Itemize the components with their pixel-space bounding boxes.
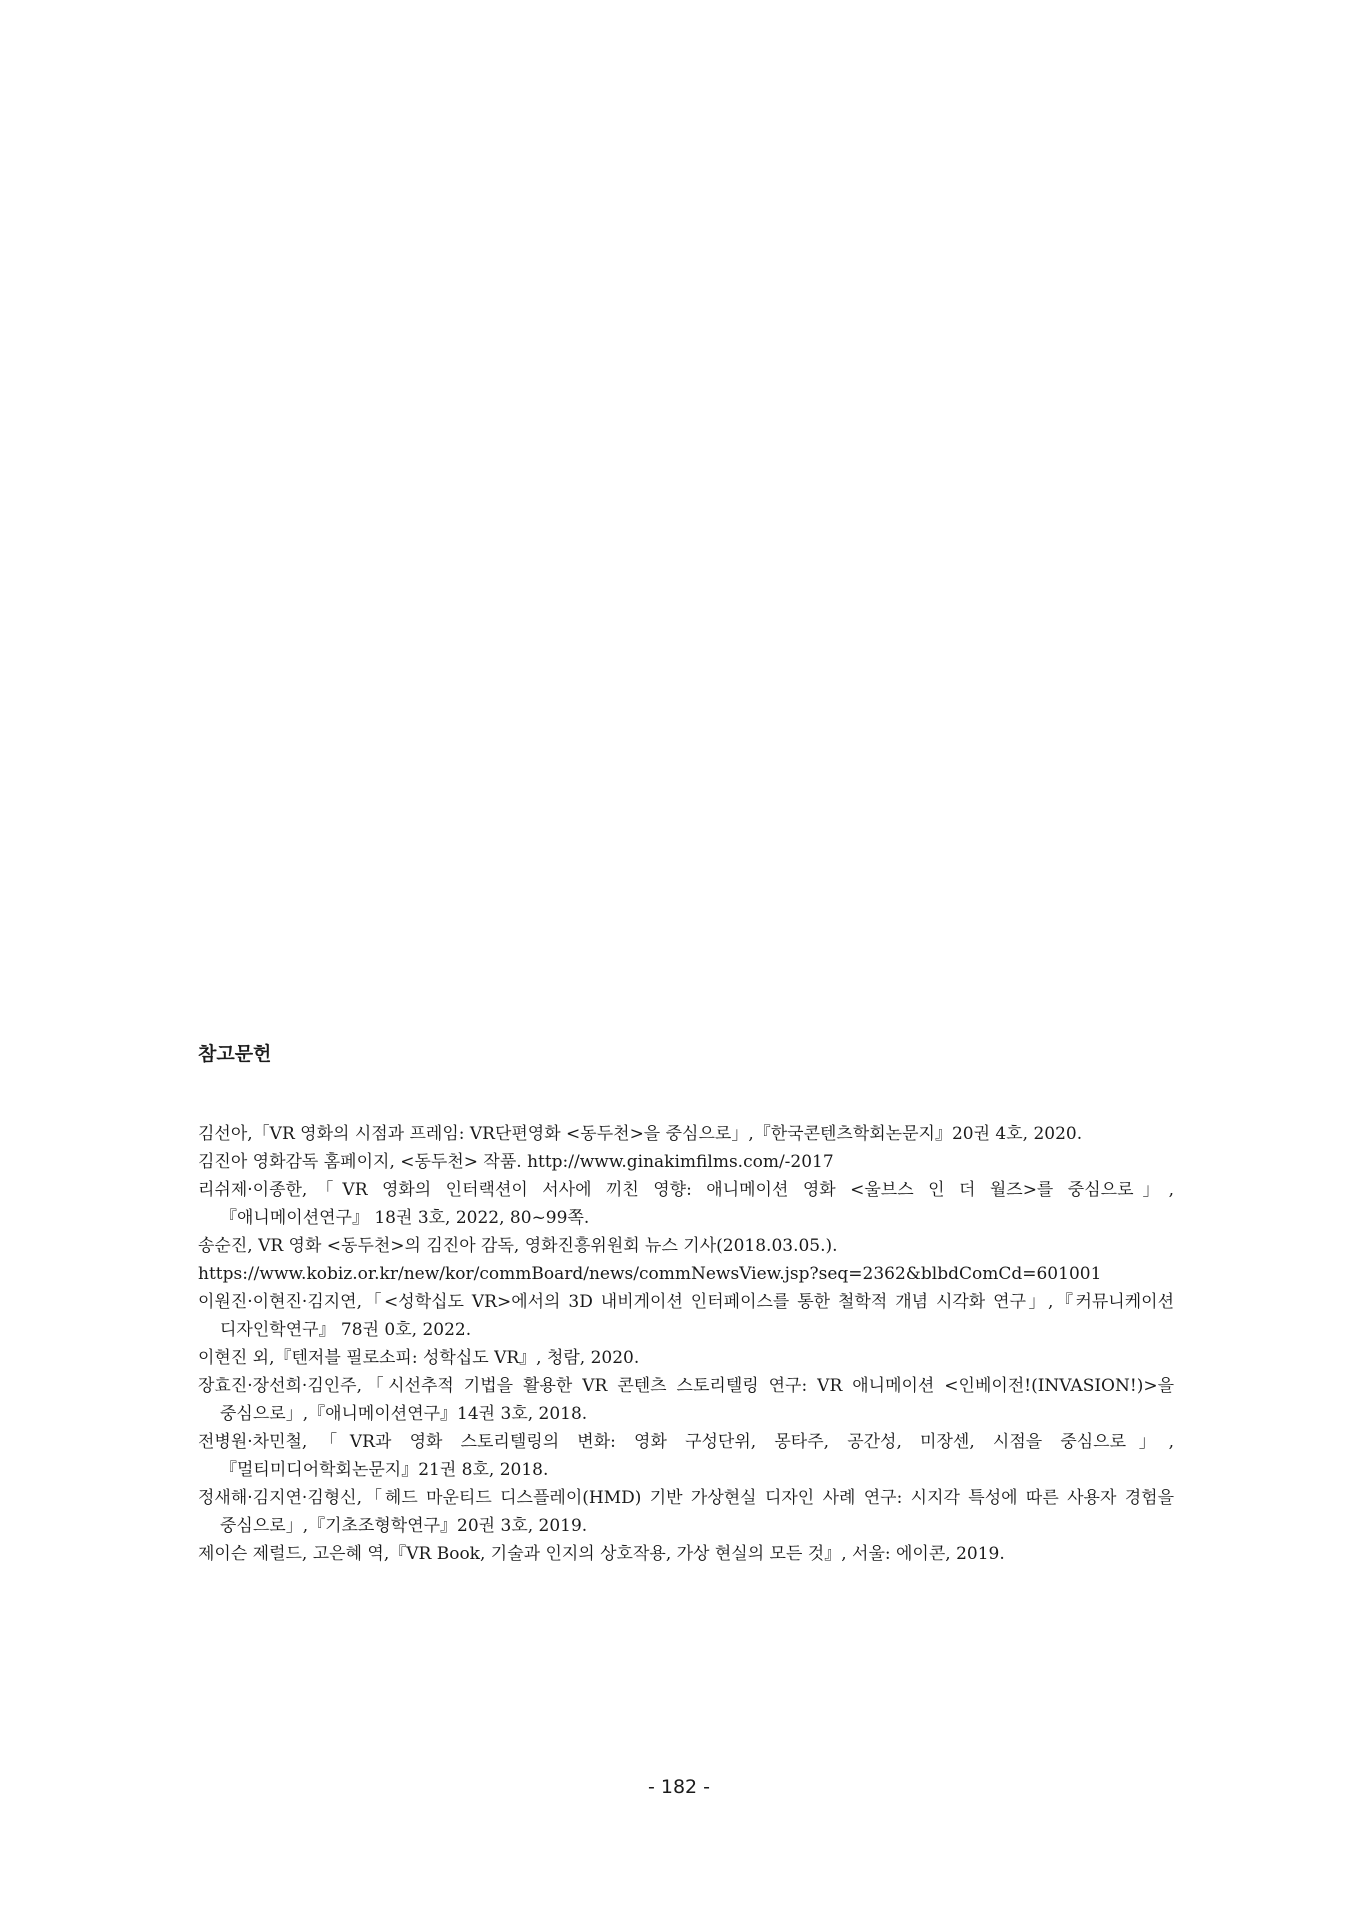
page-number: - 182 - xyxy=(647,1776,711,1798)
reference-item: 정새해·김지연·김형신,「헤드 마운티드 디스플레이(HMD) 기반 가상현실 디자인 사례 연구: 시지각 특성에 따른 사용자 경험을 중심으로」,『기초조형학연구』20권 3호, 2019. xyxy=(198,1488,1174,1536)
references-heading: 참고문헌 xyxy=(198,1043,272,1065)
reference-item: 이원진·이현진·김지연,「<성학십도 VR>에서의 3D 내비게이션 인터페이스를 통한 철학적 개념 시각화 연구」,『커뮤니케이션 디자인학연구』 78권 0호, 2022. xyxy=(198,1292,1174,1340)
reference-item: 장효진·장선희·김인주,「시선추적 기법을 활용한 VR 콘텐츠 스토리텔링 연구: VR 애니메이션 <인베이전!(INVASION!)>을 중심으로」,『애니메이션연구』14권 3호, 2018. xyxy=(198,1376,1174,1424)
reference-item: 전병원·차민철,「VR과 영화 스토리텔링의 변화: 영화 구성단위, 몽타주, 공간성, 미장센, 시점을 중심으로」,『멀티미디어학회논문지』21권 8호, 2018. xyxy=(198,1432,1174,1480)
reference-item: 리쉬제·이종한,「VR 영화의 인터랙션이 서사에 끼친 영향: 애니메이션 영화 <울브스 인 더 월즈>를 중심으로」,『애니메이션연구』 18권 3호, 2022, 80~99쪽. xyxy=(198,1180,1174,1228)
reference-list xyxy=(198,1120,1174,1568)
reference-item: 김진아 영화감독 홈페이지, <동두천> 작품. http://www.ginakimfilms.com/-2017 xyxy=(198,1152,834,1172)
references-section xyxy=(198,1040,1174,1568)
reference-item: 김선아,「VR 영화의 시점과 프레임: VR단편영화 <동두천>을 중심으로」,『한국콘텐츠학회논문지』20권 4호, 2020. xyxy=(198,1124,1083,1144)
reference-item: 송순진, VR 영화 <동두천>의 김진아 감독, 영화진흥위원회 뉴스 기사(2018.03.05.). xyxy=(198,1236,838,1256)
reference-item: 제이슨 제럴드, 고은혜 역,『VR Book, 기술과 인지의 상호작용, 가상 현실의 모든 것』, 서울: 에이콘, 2019. xyxy=(198,1544,1005,1564)
reference-url: https://www.kobiz.or.kr/new/kor/commBoard/news/commNewsView.jsp?seq=2362&blbdComCd=601001 xyxy=(198,1264,1102,1284)
reference-item: 이현진 외,『텐저블 필로소피: 성학십도 VR』, 청람, 2020. xyxy=(198,1348,640,1368)
